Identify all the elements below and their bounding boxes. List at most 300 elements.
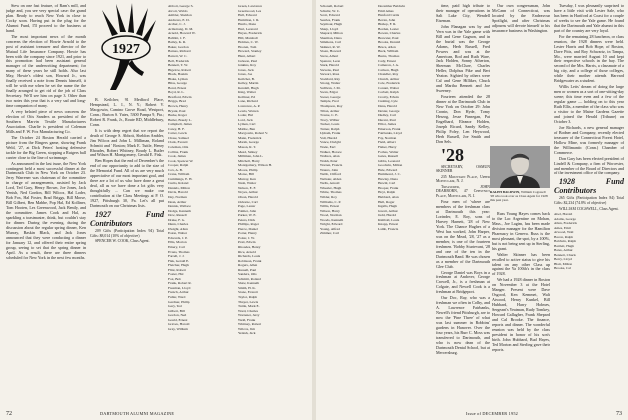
- contributor-name: Hamilton, J. R.: [238, 17, 260, 22]
- contributor-name: Tuttle, Mark E.: [238, 304, 260, 309]
- contributor-name: Gibbs, Leonard: [378, 158, 400, 163]
- right-column-5: [554, 4, 624, 404]
- contributor-name: Simmons, Carl: [320, 40, 342, 45]
- contributor-name: Parker, W. E.: [238, 213, 257, 218]
- contributor-name: Palmer, John: [238, 208, 257, 213]
- contributor-name: Sherman, Dana: [320, 35, 342, 40]
- contributor-name: Lewis, Warren: [238, 108, 259, 113]
- contributor-name: Yenish, Jack: [238, 331, 256, 336]
- contributor-name: Ambler, Sheldon: [168, 13, 192, 18]
- contributor-name: Green, Lawrence: [238, 4, 263, 8]
- fund-agent-1927: SPENCER W. COOK, Class Agent.: [95, 239, 150, 244]
- contributor-name: Jones, Jack: [238, 67, 254, 72]
- contributor-name: Carey, H. F.: [168, 126, 185, 131]
- contributor-name: Dudley, Carl: [378, 113, 396, 118]
- contributor-name: Crane, William: [168, 172, 190, 177]
- contributor-name: Thompson, Roy: [320, 104, 343, 109]
- contributor-name: Edwards, J. P.: [168, 235, 188, 240]
- contributor-name: Bond, Ernest: [168, 85, 187, 90]
- section-28-address: 235 Mountain Place, Upper Montclair, N. J.: [436, 174, 490, 184]
- paragraph: Willis Letts' dream of doing the large men or women as a sort of one-sitting-day scene; this time even and a few of the regular game — holding on to this year Ruth Ellis, a member of the class who was a visitor to the Maine Gardens Gazette and joined the Herald (Tribune) on October 3.: [554, 84, 624, 124]
- contributor-name: Bradford, Edwin: [168, 94, 192, 99]
- contributor-name: Lane, Richard: [238, 99, 258, 104]
- paragraph: Four men of 'where are members of the freshman class at Dartmouth this year: Lorinder, E. Roy, sons of Harvey Harnett, '28 of New York. The Chance Hughes of a West has worked, John Harper, was on the Mead, '28, '27 as a member, is one of the fourteen freshmen. 'Bobby Sturtevant, '28 and one of the ten in the Dartmouth Band. He was chosen as a member of the Dartmouth Glee Club.: [436, 199, 490, 269]
- contributor-name: Richards, Louis: [238, 254, 261, 259]
- contributor-name: Rhoades, Henry: [238, 244, 261, 249]
- contributor-name: Mabbe, Ben: [238, 126, 256, 131]
- contributor-name: Arnold, Howard W.: [168, 31, 196, 36]
- contributor-name: Fuller, Ward: [168, 295, 186, 299]
- contributor-name: Tilton, Arthur: [320, 108, 340, 113]
- contributor-name: Shepard, Milton: [320, 31, 343, 36]
- contributor-name: Flint, Robert: [168, 267, 186, 272]
- contributor-name: Ingalls, Hugh: [378, 204, 398, 209]
- contributor-name: Baker, Gordon: [168, 44, 189, 49]
- contributor-name: Kimball, Louis: [378, 217, 400, 222]
- contributor-name: Loder, Hal: [238, 113, 254, 118]
- contributor-name: Bell, Frederick: [168, 58, 189, 63]
- contributor-name: Sweet, George: [320, 94, 341, 99]
- paragraph: Our Doc, Ray, who was a freshman we often in Colby, and A. Lawrence Fairbanks, Newell's friend Pittsburgh, are to now the 'Pine Three' of what was last summer in Robbins' gardens in Hanover. Over the four years, his Burr C. Moss was transferred to Dartmouth, and who is now dean of the Dartmouth Dental School, but at Mercersburg.: [436, 295, 490, 355]
- contributor-name: Smith, H. K.: [238, 285, 256, 290]
- contributor-name: Brooks, Donald: [378, 40, 401, 45]
- section-28-secretary: SECRETARY, OSMUN SKINNER: [436, 164, 490, 174]
- contributor-name: Farrell, J. J.: [168, 254, 185, 259]
- fund-title-1927: 1927 Fund Contributors: [90, 209, 164, 228]
- right-names-column-1: [320, 4, 376, 404]
- contributor-name: Archer, C. J.: [168, 22, 186, 27]
- contributor-name: Abbott, George S.: [168, 4, 194, 8]
- contributor-name: Church, Arthur: [378, 76, 400, 81]
- contributor-name: Taylor, Ralph: [238, 295, 258, 299]
- contributor-name: Stone, Everett: [238, 290, 258, 295]
- contributor-name: Jones, Joe: [238, 72, 253, 77]
- contributor-name: Bryant, Paul: [168, 108, 186, 113]
- contributor-name: Schonell, Robert: [320, 4, 344, 8]
- contributor-name: Dean, Arthur: [168, 199, 187, 204]
- contributor-name: Gardner, Philip: [168, 299, 190, 304]
- contributor-name: Greenwood, Les: [238, 8, 262, 13]
- contributor-name: Marsh, George: [238, 140, 259, 145]
- contributor-name: Jackson, Paul: [238, 58, 258, 63]
- contributor-name: King, Walter: [238, 90, 256, 95]
- contributor-name: Webster, Alden: [320, 176, 342, 181]
- contributor-name: Boyd, R. L.: [168, 90, 185, 95]
- paragraph: A very belated piece of news concerns the election of Otis Sanders as president of the Southern Marvin Textile Manufacturers Association. Charlie is president of Coleman Mills and F. W. Fox Manufacturing Co.: [6, 109, 86, 134]
- right-page: [316, 0, 628, 420]
- paragraph: As announced in the last issue, the New York contingent held a most successful dinner at the Dartmouth Club in New York on October 23. Jerry Warrener was chairman of the committee in charge of arrangements, assisted by Jack Lord, Ted Gary, Henry Brown, Joe Jones, Jack Yenish, Ned Gordon, Bill Wilcox, Hal Loder, Bob Fox, Hal Foster, Brad Briggs, Bill Morse, Bill Gilbert, Ben Mabbe, Pop Hal, Ed Kolliner, Tom Hooten, Les Greenwood, Jack Bently, and the committee. James Cook and Hal, as sparkling a toastmaster, think, but couldn't stay for dinner. During the evening, during the discussion about the regular spring dinner, Ken Murray, Baskin Black, and Jack Jones announced that they were conducting a dinner for January 12, and offered their entire spring group, seeing to set that the spring dinner in April. As a result, there are three dinners scheduled for New York in the next few months.: [6, 160, 86, 260]
- contributor-name: Willis, Ernest: [320, 204, 340, 209]
- contributor-name: Brewster, Paul: [378, 35, 399, 40]
- contributor-name: Page, Lester: [238, 204, 256, 209]
- contributor-name: Ward, Charles: [238, 308, 258, 313]
- contributor-name: Chandler, Roy: [378, 72, 399, 77]
- page-number-right: 73: [616, 411, 622, 417]
- contributor-name: Dennis, Wallace: [168, 204, 191, 209]
- contributor-name: Fisk, Gerald E.: [168, 258, 190, 263]
- contributor-name: Mead, Sidney: [238, 149, 258, 154]
- contributor-name: Fairbanks, Lloyd: [378, 131, 402, 136]
- contributor-name: Frank, Robert R.: [168, 281, 192, 286]
- paragraph: We had a 1928 dinner in Boston on November 3 at the Hotel Manger. Present were Dave Osgood, Ken Kemmet, Walt Atwood, Henry Kunkel, Bill Hubbard, Harry Holmes, Sergeant's Yeatman, Rudy Tomkey, Howard Gallagher, Frank Shepard and Cal Brooke. The finance, reports and dinner. The wonderful reunion was held by the class president in honor of his son's birth. John Hubbard, Bud Hayes, Ted Morton and Sterling gave their reports.: [492, 277, 550, 352]
- contributor-name: Young, Alfred: [320, 226, 340, 231]
- contributor-name: Whitney, Robert: [238, 322, 262, 327]
- footer-right: Issue of DECEMBER 1952: [466, 411, 519, 416]
- contributor-name: Sullivan, J. M.: [320, 85, 341, 90]
- contributor-name: Lamb, Francis: [378, 226, 399, 231]
- contributor-name: Wood, Norman: [320, 213, 342, 218]
- page-number-left: 72: [6, 411, 12, 417]
- contributor-name: Bennett, Chuck: [554, 252, 576, 257]
- contributor-name: Keilcher, B.: [238, 76, 255, 81]
- paragraph: Stew on one fast feature, of Ram's mill, and judge and, you see very special case: the grand plan. Ready to reach New York in close to Cocky soon. Having put in the plug for the Alumni Fund, I'll proceed to the business at hand.: [6, 4, 86, 33]
- paragraph: John Flanagan was by and Vern was in the Yale game with Bill and Gene Gagnon, and in the burial was the George Adams, Herb Russell, Fred Powers and was at the American, Rod and Ruth Ware, Jack Holden, Sonny Atherton, Sherman McClure, Charles Heller, Dolphus Pike and Bert Yeaton. Sighted by others were Cal and Gene Hilliker, Chuck and Martha Bennett and Joe Sweeney.: [436, 23, 490, 94]
- contributor-name: Stark, Harold: [320, 63, 339, 68]
- contributor-name: Atwood, Walt: [554, 230, 574, 235]
- contributor-name: Corbett, Ralph: [378, 90, 399, 95]
- contributor-name: Noyes, Arthur: [238, 190, 258, 195]
- contributor-name: Temple, Fred: [320, 99, 339, 104]
- contributor-name: Cox, A. B.: [168, 167, 183, 172]
- contributor-name: Thayer, Lewis: [238, 299, 259, 304]
- contributor-name: Davis, Harold: [168, 190, 188, 195]
- contributor-name: Bowen, Charles: [378, 31, 401, 36]
- contributor-name: Rogers, Allen: [238, 263, 258, 268]
- contributor-name: White, Thomas: [320, 190, 342, 195]
- contributor-name: Cady, Ernest: [378, 58, 396, 63]
- contributor-name: Alcott, Waldo: [168, 8, 188, 13]
- contributor-name: Sharp, Lloyd: [320, 26, 339, 31]
- contributor-name: Buck, William: [378, 49, 399, 54]
- contributor-name: Porter, Henry: [238, 231, 257, 236]
- paragraph: Don Gary has been elected president of Lindell & Company, a firm of Worcester, and member of the Board of Directors and of the investment office of the company.: [554, 155, 624, 176]
- paragraph: Fourteen attended the 28 dinner at the Dartmouth Club in New York on October 29: John Cronin, Don Hyde, Tomy Herzog, Jesse Finnegan, Pat Engelhard, Eleanor Holden, Joseph Ricard, Sandy Kelley, Philip Foley, Len Heywood, Herb Russell, Joe Smith and Don Sels.: [436, 94, 490, 144]
- photo-caption-name: RALPH BALDWIN,: [490, 190, 521, 194]
- section-28-label: '28: [441, 144, 465, 165]
- contributor-name: Bishop, F. R.: [378, 22, 397, 27]
- contributor-name: Scott, Edward: [320, 13, 340, 18]
- contributor-name: Weld, Frank: [238, 317, 256, 322]
- contributor-name: Nelson, E. F.: [238, 185, 257, 190]
- contributor-name: Lawrence, A. P.: [238, 104, 261, 109]
- contributor-name: Dunn, Charles: [168, 222, 189, 227]
- contributor-name: Upham, Frank: [320, 131, 341, 136]
- paragraph: Walter Skinner has been recalled to active status to give his talent on any other Class up against the Ya 100th's in the class of 1928.: [492, 251, 550, 277]
- paragraph: B. Keilcher, 91 Medford Place, Hempstead, L. I., N. Y.; Robert V. Macgowin, Camino Grove Road, Westport, Conn.; Burton S. Yates, 5300 Pampa 9, Pta.; Robert R. Frank, Jr., Route RD, Middlebury, Conn.: [90, 98, 164, 127]
- right-names-column-5: [554, 212, 624, 271]
- contributor-name: Ames, Emil: [554, 225, 571, 230]
- contributor-name: Barnes, Richard: [168, 49, 191, 54]
- contributor-name: Hawley, Dana: [378, 176, 398, 181]
- contributor-name: Spencer, Leon: [320, 58, 341, 63]
- contributor-name: Carlson, Hugh: [378, 67, 399, 72]
- contributor-name: Gray, William: [168, 326, 188, 331]
- contributor-name: Hart, Leonard: [238, 26, 258, 31]
- contributor-name: Moore, Philip: [238, 167, 258, 172]
- right-column-3: [436, 4, 490, 404]
- contributor-name: Crosby, Edwin: [378, 94, 399, 99]
- paragraph: Ben Hopes that the end of December's the end of our opportunity to add to the size of the Memorial Fund. All of us are very much appreciative of our most important goal, and there are a lot of us who have done a great deal, all as we have done a lot gifts very thoughtfully ... Can we make our contribution at the Class Meetings at P. O. 1927, Pittsburgh 30, Pa. Let's all put Dartmouth on our Christmas lists.: [90, 158, 164, 209]
- contributor-name: Cole, Frederick: [378, 81, 400, 86]
- contributor-name: Conant, Walter: [378, 85, 400, 90]
- contributor-name: Dexter, George: [378, 108, 400, 113]
- svg-text:1927: 1927: [112, 42, 140, 57]
- right-column-4-top: [492, 4, 550, 142]
- contributor-name: Cummings, E. H.: [168, 176, 193, 181]
- contributor-name: Hoyt, Ralph: [378, 190, 396, 195]
- fund-subtitle-1928: 265 Gifts (Participation Index 84) Total Gifts: $2,234 (74.8% of objective): [554, 196, 624, 205]
- left-page: [0, 0, 312, 420]
- contributor-name: Schultz, W. C.: [320, 8, 341, 13]
- paragraph: Joe Richards, a new general manager of Bodner and Company, recently elected treasurer of the Connecticut Forest Hotel, Hollow Mine, was formerly manager of the Willimantic (Conn.) Chamber of Commerce.: [554, 124, 624, 155]
- contributor-name: Morse, Bill: [238, 172, 254, 177]
- left-names-column-4: [238, 4, 308, 404]
- contributor-name: Blair, Milton: [554, 261, 573, 266]
- contributor-name: Wells, Arnold: [320, 181, 340, 186]
- paragraph: The most important news of the month concerns the election of Howie Arnold to the post of assistant treasurer and director of the Mutual Life Insurance Company. Howie has been with the company since 1921, and prior to this promotion had been assistant general manager of the underwriting department; for many of these years he still holds. Also last May, Howie's oldest son, Howard Jr., was finally received a note from Dennis himself, it will be with me when he set the name the the finally arranged to get rid of the job of Class Secretary. We'll see him on page 3. Other than two notes this year that is a very sad and long-time companion of many.: [6, 33, 86, 109]
- contributor-name: Williams, C. P.: [320, 199, 341, 204]
- contributor-name: Bacon, Ralph: [554, 234, 574, 239]
- contributor-name: Nash, Walter: [238, 181, 257, 186]
- contributor-name: Burns, Thomas: [378, 54, 400, 59]
- contributor-name: Dana, Harold: [378, 104, 397, 109]
- contributor-name: Emery, Carl: [168, 244, 185, 249]
- paragraph: George Daniel was Boys in a freshman at Andover, George Crowell, Jr., is a freshman at Colgate, and Newell Cook is a freshman at Bridgeport.: [436, 269, 490, 295]
- contributor-name: Hunt, Albert: [238, 54, 256, 59]
- contributor-name: Kolliner, Ed: [238, 94, 256, 99]
- contributor-name: Wright, Edward: [320, 222, 343, 227]
- contributor-name: Brown, Henry: [168, 104, 189, 109]
- contributor-name: Hooten, Tom: [238, 44, 257, 49]
- contributor-name: Webb, Clifford: [320, 172, 342, 177]
- contributor-name: Mitchell, Harry: [238, 158, 260, 163]
- contributor-name: Berry, Lloyd: [554, 257, 572, 262]
- contributor-name: Phillips, Roger: [238, 222, 260, 227]
- paragraph: The October 24 Boston Herald carried a picture from the Ringers game, showing Frank Weld, '27, at Dick Peters' hosting defensive tackle for the Big Green, stopping a Rutgers ball carrier close to the line of scrimmage.: [6, 134, 86, 160]
- contributor-name: Gordon, Ned: [168, 313, 187, 318]
- contributor-name: Hewitt, Carl: [378, 181, 396, 186]
- section-28-treasurer: Treasurer, JOHN DEARBORN, 47 Chestnut Place, Montclair, N. J.: [436, 184, 490, 198]
- contributor-name: Turner, Ralph: [320, 126, 340, 131]
- contributor-name: Hubbard, Alan: [378, 194, 399, 199]
- contributor-name: Foster, Hal: [168, 272, 184, 277]
- contributor-name: Warren, Francis: [320, 163, 343, 168]
- contributor-name: Potter, J. W.: [238, 235, 255, 240]
- right-names-column-2: [378, 4, 434, 404]
- contributor-name: Mason, R. T.: [238, 144, 257, 149]
- contributor-name: Fisher, Harry: [378, 144, 397, 149]
- contributor-name: Wilder, Roy: [320, 194, 338, 199]
- fund-title-1928: 1928 Fund Contributors: [554, 177, 624, 196]
- contributor-name: Baldwin, Ralph: [554, 239, 576, 244]
- contributor-name: Pierce, Daniel: [238, 226, 258, 231]
- contributor-name: Gates, Russell: [378, 154, 399, 159]
- contributor-name: Butler, Boudy L.: [168, 117, 192, 122]
- contributor-name: Tucker, Louis: [320, 122, 340, 127]
- portrait-illustration: [490, 146, 550, 188]
- contributor-name: Stewart, Ross: [320, 72, 340, 77]
- contributor-name: Hanford Curtis: [378, 13, 400, 18]
- contributor-name: Bailey, K. R.: [168, 40, 187, 45]
- contributor-name: Bruce, Allen: [378, 44, 396, 49]
- contributor-name: Briggs, Brad: [168, 99, 186, 104]
- contributor-name: Zimmer, Carl: [320, 231, 339, 236]
- contributor-name: Vail, Harold: [320, 135, 338, 140]
- contributor-name: Vance, Dwight: [320, 140, 341, 145]
- contributor-name: Wallace, Alan: [320, 154, 340, 159]
- contributor-name: Holmes, C. W.: [238, 40, 259, 45]
- contributor-name: Skinner, R. W.: [320, 44, 341, 49]
- contributor-name: Bigelow, Robert: [168, 67, 191, 72]
- contributor-name: Snow, Albert: [320, 54, 339, 59]
- contributor-name: Sloan, Howard: [320, 49, 341, 54]
- contributor-name: Collins, Frank: [168, 149, 189, 154]
- contributor-name: Bliss, George: [168, 81, 187, 86]
- contributor-name: Jewett, Arthur: [378, 208, 398, 213]
- paragraph: time, paid high tribute to their manager of operations in Salt Lake City, Wendell Eiseman.: [436, 4, 490, 23]
- contributor-name: Fay, Norman: [378, 135, 397, 140]
- contributor-name: Swan, Edgar: [320, 90, 338, 95]
- contributor-name: Carter, Lewis: [168, 131, 187, 136]
- contributor-name: Gilbert, Bill: [168, 308, 185, 313]
- contributor-name: Rice, Arnold: [238, 249, 256, 254]
- contributor-name: Lord, Jack: [238, 117, 253, 122]
- contributor-name: Kelley, Martin: [238, 81, 259, 86]
- contributor-name: Black, Baskin: [168, 72, 188, 77]
- contributor-name: Fletcher, Hugh: [168, 263, 189, 268]
- contributor-name: Dow, Russell: [168, 213, 187, 218]
- contributor-name: Elliot, James: [378, 122, 397, 127]
- contributor-name: Gould, Ernest: [168, 317, 188, 322]
- contributor-name: French, Arthur: [168, 290, 189, 295]
- contributor-name: Strong, Walter: [320, 81, 341, 86]
- contributor-name: Wade, Earl: [320, 144, 336, 149]
- paragraph: Tuesday, I was pleasantly surprised to have a little visit with Lester Sale, who has been in Hartford at Coast for a couple of weeks to see the Yale game. He found that the Dartmouth and Yale alumni in this part of the country are very loyal.: [554, 4, 624, 33]
- contributor-name: Cameron, J. A.: [378, 63, 399, 68]
- right-column-4-bottom: [492, 212, 550, 404]
- contributor-name: Emerson, Frank: [378, 126, 401, 131]
- contributor-name: Seymour, Hugh: [320, 22, 343, 27]
- contributor-name: Wilson, Harry: [320, 208, 340, 213]
- contributor-name: Abel, Harold: [554, 212, 573, 217]
- contributor-name: Tracy, Wilbur: [320, 117, 340, 122]
- contributor-name: Shaw, Kenneth: [238, 281, 260, 286]
- portrait-photo: [490, 146, 550, 188]
- photo-caption: [490, 190, 550, 202]
- contributor-name: Knapp, Ernest: [378, 222, 399, 227]
- contributor-name: Day, Norman: [168, 194, 187, 199]
- paragraph: Russ Young Hayes comes back to the Lac Argentine on Mohan, Mass., Joe Lagim, has been made division manager for the Hamilton Pharmacy in Geneva. Russ is the most pleasant, the spot, by a 100%, but is not being sent up in Sterling, his grant.: [492, 212, 550, 251]
- contributor-name: Stoddard, Ray: [320, 76, 341, 81]
- contributor-name: Jenkins, Roy: [238, 63, 257, 68]
- class-1927-feather-logo: [92, 2, 160, 94]
- contributor-name: Wilcox, Jim: [238, 326, 255, 331]
- contributor-name: Montgomery, Wilson H.: [238, 163, 272, 168]
- contributor-name: Wheeler, Hugh: [320, 185, 342, 190]
- contributor-name: Cook, James: [168, 154, 186, 159]
- contributor-name: Harris, Dana: [238, 22, 256, 27]
- contributor-name: Warrener, Jerry: [238, 313, 260, 318]
- contributor-name: Walker, Horace: [320, 149, 342, 154]
- contributor-name: Olson, Harold: [238, 194, 258, 199]
- contributor-name: Forbes, Walter: [378, 149, 399, 154]
- contributor-name: Graves, Harold: [168, 322, 190, 327]
- contributor-name: Woods, Kenneth: [320, 217, 344, 222]
- contributor-name: Pratt, Edwin: [238, 240, 256, 245]
- photo-caption-text: William Cogswell '28 who took over as Class Agent for 1928 this past year.: [490, 190, 548, 203]
- contributor-name: Hooper, Frank: [378, 185, 399, 190]
- contributor-name: Hall, Edward: [238, 13, 257, 18]
- contributor-name: Russell, Paul: [238, 267, 257, 272]
- contributor-name: Stevens, Paul: [320, 67, 339, 72]
- contributor-name: Brooke, Cal: [554, 266, 571, 271]
- contributor-name: Cook, Spencer W.: [168, 158, 194, 163]
- left-column-2: [90, 98, 164, 404]
- contributor-name: Field, Albert: [378, 140, 396, 145]
- contributor-name: Babbitt, J. F.: [168, 35, 186, 40]
- left-column-1: [6, 4, 86, 404]
- contributor-name: Peters, Dick: [238, 217, 256, 222]
- contributor-name: Clark, Everett: [168, 140, 188, 145]
- footer-left: DARTMOUTH ALUMNI MAGAZINE: [100, 411, 175, 416]
- contributor-name: Murray, Ken: [238, 176, 256, 181]
- paragraph: For the remaining 28 luncheon, or class reunion, the 1928 dinners were held. Lester Harris and Bob Hope, of Boston, Dave Pitts, and Roy Schwartz, in Tampa, Mo., were married August 10 and kept their respective schools in the bay. The second of the Mrs. Harris, a classmate of a big city, and a college of those colleges, while their mother attends Harvard Bridgewater as a student.: [554, 33, 624, 84]
- contributor-name: Mann, Frederick: [238, 135, 262, 140]
- contributor-name: Schmitt, Roland: [238, 276, 261, 281]
- contributor-name: Osborne, Carl: [238, 199, 258, 204]
- contributor-name: Towne, C. E.: [320, 113, 339, 118]
- contributor-name: Searles, Frank: [320, 17, 341, 22]
- contributor-name: Chase, Samuel: [168, 135, 189, 140]
- contributor-name: Ellis, Morton: [168, 240, 187, 245]
- contributor-name: Hammond, J. C.: [378, 172, 401, 177]
- contributor-name: Andrews, E. D.: [168, 17, 190, 22]
- contributor-name: Gary, Ted: [168, 304, 182, 309]
- contributor-name: Hale, Edward: [378, 167, 398, 172]
- contributor-name: Freeman, Lloyd: [168, 285, 191, 290]
- contributor-name: Curtis, Roland: [168, 181, 189, 186]
- contributor-name: Kendall, Hugh: [238, 85, 259, 90]
- fund-agent-1928: WILLIAM COGSWELL, Class Agent.: [559, 206, 619, 211]
- contributor-name: Emil Ames: [378, 8, 394, 13]
- contributor-name: Robinson, Frank: [238, 258, 262, 263]
- contributor-name: Dwight, Allen: [168, 226, 188, 231]
- contributor-name: Waters, John: [320, 167, 338, 172]
- contributor-name: Cooper, Ralph: [168, 163, 189, 168]
- contributor-name: Allen, Frederick: [554, 221, 577, 226]
- contributor-name: Daniels, Milton: [168, 185, 190, 190]
- paragraph: It is with deep regret that we report the death of George S. Abbott, Sheldon Ambler, Jim Wilcox and John L. Milliman, Roland Schmitt and ' Boston; Mark E. Tuttle, Henry Rhoades, Robert Whitney, Boudy L. Butler and Wilson H. Montgomery, Gerald E. Fisk.: [90, 127, 164, 158]
- contributor-name: Bates, Arthur: [554, 248, 573, 253]
- contributor-name: Drake, F. G.: [168, 217, 186, 222]
- contributor-name: Eaton, Walter: [168, 231, 188, 236]
- contributor-name: Armstrong, D. M.: [168, 26, 194, 31]
- contributor-name: Evans, Thomas: [168, 249, 190, 254]
- paragraph: Our own congressman, John McCann of Connecticut, was located by the Endeavour Spotlight, and after Christmas adjourns will devote himself to his insurance business in Washington.: [492, 4, 550, 33]
- contributor-name: Milliman, John L.: [238, 154, 264, 159]
- contributor-name: Lyman, Carl: [238, 122, 256, 127]
- contributor-name: Bevan, John: [378, 17, 396, 22]
- contributor-name: Macgowin, Robert V.: [238, 131, 269, 136]
- contributor-name: Bartlett, Hugh: [554, 243, 575, 248]
- contributor-name: Coleman, Otis: [168, 144, 189, 149]
- contributor-name: Blake, Lyman: [168, 76, 188, 81]
- contributor-name: Burke, Roger: [168, 113, 187, 118]
- contributor-name: Howard, Stanley: [238, 49, 262, 54]
- contributor-name: Walsh, Peter: [320, 158, 338, 163]
- left-names-column-3: [168, 4, 234, 404]
- contributor-name: Fox, Bob: [168, 276, 182, 281]
